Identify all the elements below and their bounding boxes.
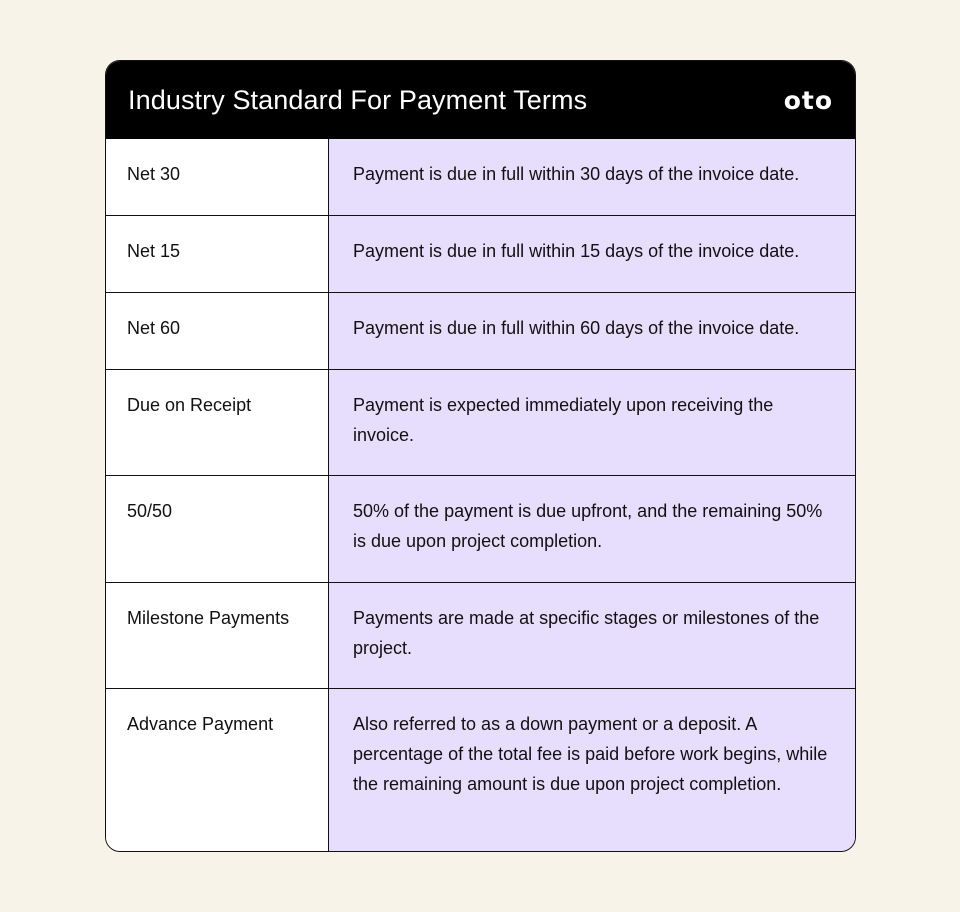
description-cell: 50% of the payment is due upfront, and the remaining 50% is due upon project completion. [329, 476, 855, 582]
table-row [106, 139, 855, 215]
term-cell: Due on Receipt [106, 370, 329, 475]
description-cell: Payment is due in full within 60 days of the invoice date. [329, 293, 855, 369]
oto-logo: oto [783, 85, 833, 115]
term-cell: Net 30 [106, 139, 329, 215]
table-row [106, 215, 855, 292]
table-row [106, 369, 855, 475]
table-header [106, 61, 855, 139]
payment-terms-card [105, 60, 856, 852]
description-cell: Payment is expected immediately upon receiving the invoice. [329, 370, 855, 475]
term-cell: Milestone Payments [106, 583, 329, 688]
table-row [106, 292, 855, 369]
term-cell: Net 60 [106, 293, 329, 369]
term-cell: 50/50 [106, 476, 329, 582]
description-cell: Payment is due in full within 15 days of the invoice date. [329, 216, 855, 292]
description-cell: Payments are made at specific stages or milestones of the project. [329, 583, 855, 688]
table-row [106, 475, 855, 582]
page-title: Industry Standard For Payment Terms [128, 84, 588, 115]
term-cell: Advance Payment [106, 689, 329, 852]
table-row [106, 582, 855, 688]
term-cell: Net 15 [106, 216, 329, 292]
description-cell: Payment is due in full within 30 days of the invoice date. [329, 139, 855, 215]
table-row [106, 688, 855, 852]
payment-terms-table [106, 139, 855, 852]
description-cell: Also referred to as a down payment or a deposit. A percentage of the total fee is paid before work begins, while the remaining amount is due upon project completion. [329, 689, 855, 852]
